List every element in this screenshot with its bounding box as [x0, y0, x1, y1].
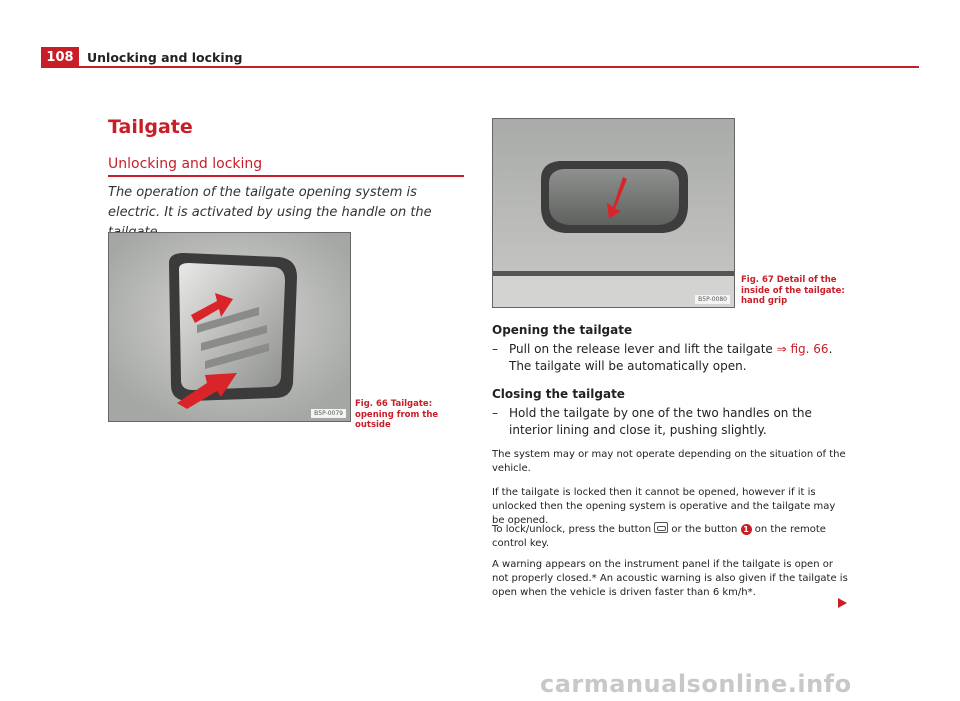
- hand-grip-illustration: [493, 119, 734, 307]
- watermark: carmanualsonline.info: [540, 670, 852, 698]
- step-text-part: . The tailgate will be automatically open.: [509, 342, 833, 373]
- closing-step-text: Hold the tailgate by one of the two handles on the interior lining and close it, pushing slightly.: [509, 406, 812, 437]
- figure-66-caption: Fig. 66 Tailgate: opening from the outside: [355, 399, 439, 430]
- figure-reference-link[interactable]: ⇒ fig. 66: [776, 342, 829, 356]
- note-text-part: To lock/unlock, press the button: [492, 524, 655, 535]
- continue-arrow-icon: [838, 598, 847, 608]
- figure-code: B5P-0080: [695, 295, 730, 304]
- note-text-part: or the button: [668, 524, 741, 535]
- step-dash: –: [492, 406, 498, 420]
- opening-step-text: [492, 341, 842, 375]
- subsection-title: Unlocking and locking: [108, 156, 263, 172]
- step-text-part: Pull on the release lever and lift the tailgate: [509, 342, 777, 356]
- closing-heading: Closing the tailgate: [492, 387, 625, 401]
- opening-step: [492, 341, 842, 375]
- button-number-badge: 1: [741, 524, 752, 535]
- note-paragraph: [492, 522, 848, 551]
- tailgate-handle-illustration: [109, 233, 350, 421]
- closing-step: [492, 405, 842, 439]
- page-number: 108: [41, 47, 79, 68]
- note-paragraph: A warning appears on the instrument panel if the tailgate is open or not properly closed.* An acoustic warning is also given if the tailgate is open when the vehicle is driven faster than 6 km/h*.: [492, 559, 848, 598]
- note-paragraph: The system may or may not operate depending on the situation of the vehicle.: [492, 449, 846, 474]
- step-dash: –: [492, 342, 498, 356]
- header-rule: [79, 66, 919, 68]
- tailgate-key-button-icon: [654, 522, 668, 533]
- subsection-rule: [108, 175, 464, 177]
- note-paragraph: If the tailgate is locked then it cannot be opened, however if it is unlocked then the opening system is operative and the tailgate may be opened.: [492, 487, 836, 526]
- opening-heading: Opening the tailgate: [492, 323, 633, 337]
- figure-66-tailgate-handle: [108, 232, 351, 422]
- section-title: Tailgate: [108, 116, 193, 138]
- figure-code: B5P-0079: [311, 409, 346, 418]
- running-header: Unlocking and locking: [87, 50, 243, 65]
- intro-text: The operation of the tailgate opening system is electric. It is activated by using the handle on the: [108, 185, 432, 220]
- figure-67-hand-grip: [492, 118, 735, 308]
- figure-67-caption: Fig. 67 Detail of the inside of the tailgate: hand grip: [741, 275, 845, 306]
- note-text-part: on the remote control key.: [492, 524, 826, 549]
